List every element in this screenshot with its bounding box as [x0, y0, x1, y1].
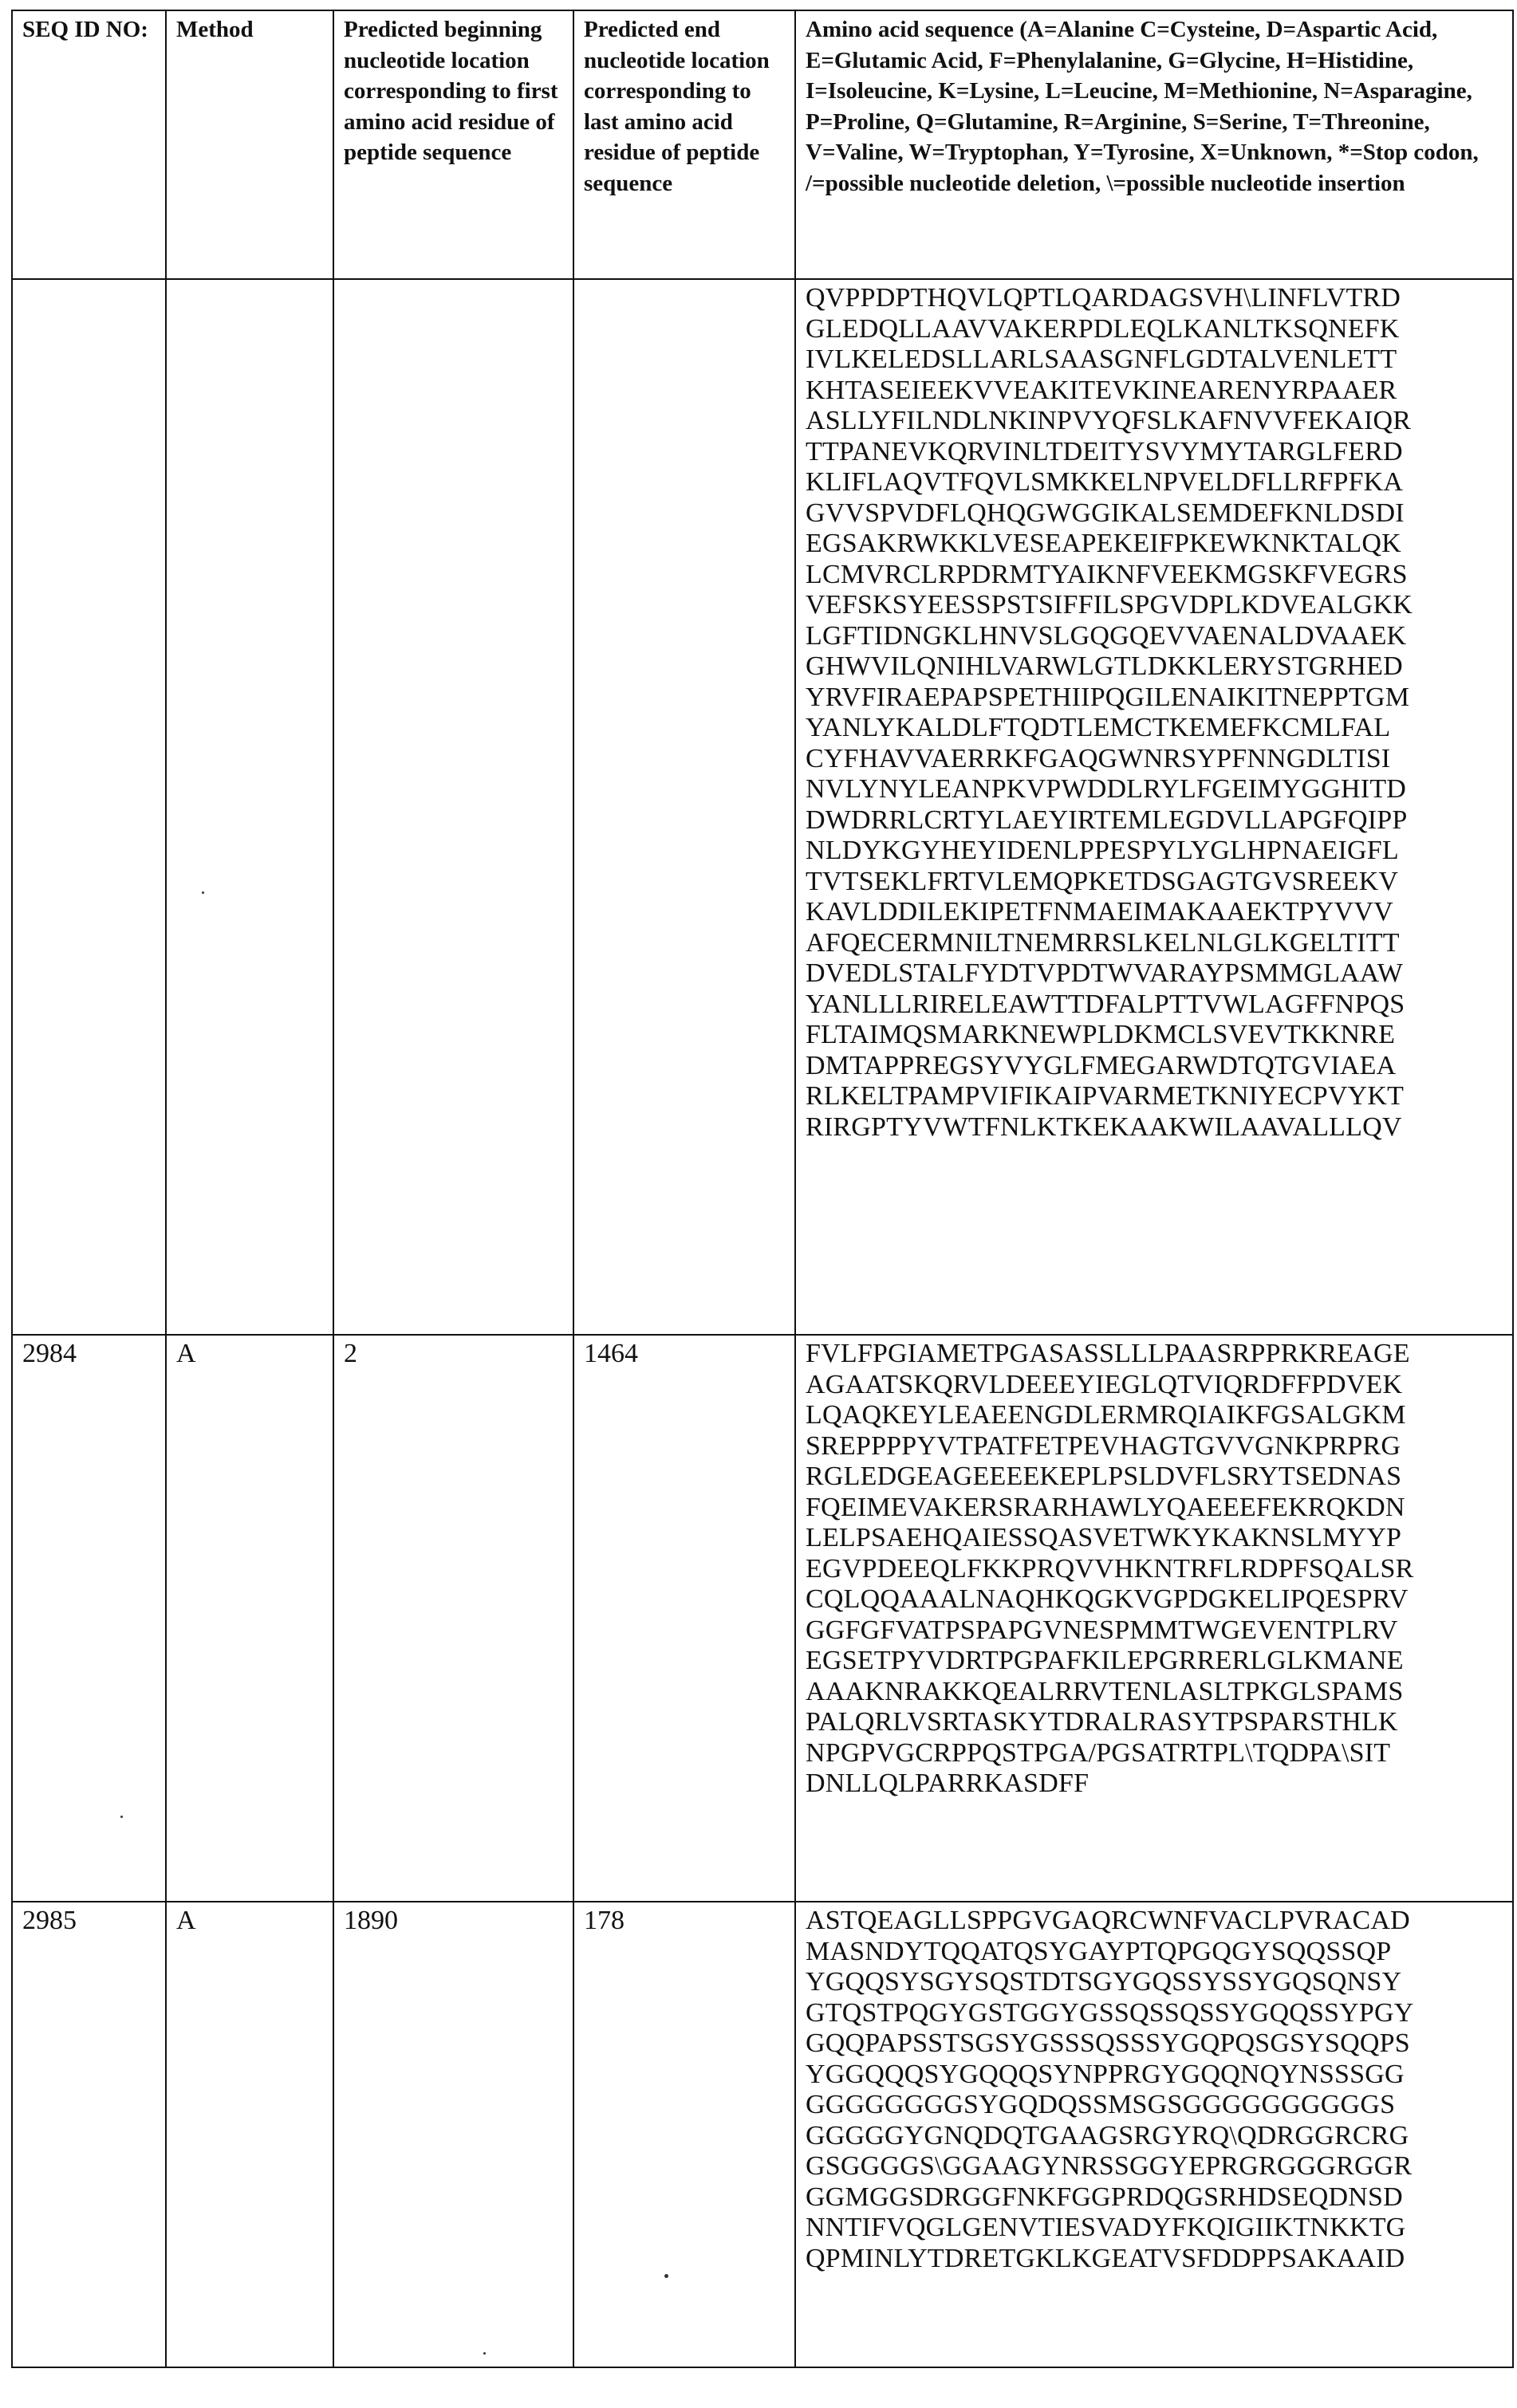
sequence-line: LQAQKEYLEAEENGDLERMRQIAIKFGSALGKM — [806, 1400, 1406, 1430]
sequence-line: GGGGGGGGSYGQDQSSMSGSGGGGGGGGGGS — [806, 2090, 1396, 2119]
scan-speck — [202, 891, 204, 894]
sequence-line: NLDYKGYHEYIDENLPPESPYLYGLHPNAEIGFL — [806, 836, 1399, 865]
cell-end: 178 — [573, 1902, 795, 2367]
cell-sequence — [795, 1902, 1513, 2367]
table-row-continuation — [12, 279, 1513, 1335]
sequence-line: DVEDLSTALFYDTVPDTWVARAYPSMMGLAAW — [806, 958, 1404, 988]
sequence-line: YANLYKALDLFTQDTLEMCTKEMEFKCMLFAL — [806, 713, 1391, 742]
cell-end — [573, 279, 795, 1335]
sequence-line: AGAATSKQRVLDEEEYIEGLQTVIQRDFFPDVEK — [806, 1369, 1403, 1399]
sequence-line: GVVSPVDFLQHQGWGGIKALSEMDEFKNLDSDI — [806, 498, 1405, 528]
sequence-line: LELPSAEHQAIESSQASVETWKYKAKNSLMYYP — [806, 1523, 1402, 1552]
sequence-line: QPMINLYTDRETGKLKGEATVSFDDPPSAKAAID — [806, 2243, 1405, 2273]
sequence-table — [11, 10, 1514, 2368]
header-end-location: Predicted end nucleotide location corresponding to last amino acid residue of peptide sequence — [573, 10, 795, 279]
cell-method — [166, 279, 333, 1335]
table-row-2984 — [12, 1335, 1513, 1902]
cell-sequence — [795, 1335, 1513, 1902]
sequence-line: NPGPVGCRPPQSTPGA/PGSATRTPL\TQDPA\SIT — [806, 1737, 1391, 1768]
sequence-line: KAVLDDILEKIPETFNMAEIMAKAAEKTPYVVV — [806, 897, 1393, 927]
cell-method: A — [166, 1335, 333, 1902]
cell-end: 1464 — [573, 1335, 795, 1902]
sequence-line: TVTSEKLFRTVLEMQPKETDSGAGTGVSREEKV — [806, 866, 1399, 896]
sequence-line: CQLQQAAALNAQHKQGKVGPDGKELIPQESPRV — [806, 1584, 1409, 1614]
sequence-line: FLTAIMQSMARKNEWPLDKMCLSVEVTKKNRE — [806, 1020, 1396, 1049]
header-method: Method — [166, 10, 333, 279]
cell-begin — [333, 279, 573, 1335]
sequence-line: NNTIFVQGLGENVTIESVADYFKQIGIIKTNKKTG — [806, 2213, 1406, 2242]
cell-sequence — [795, 279, 1513, 1335]
sequence-line: QVPPDPTHQVLQPTLQARDAGSVH\LINFLVTRD — [806, 283, 1401, 313]
sequence-line: YGQQSYSGYSQSTDTSGYGQSSYSSYGQSQNSY — [806, 1967, 1402, 1997]
scan-speck — [483, 2352, 486, 2355]
sequence-line: GHWVILQNIHLVARWLGTLDKKLERYSTGRHED — [806, 651, 1403, 681]
sequence-line: CYFHAVVAERRKFGAQGWNRSYPFNNGDLTISI — [806, 743, 1391, 773]
sequence-line: RLKELTPAMPVIFIKAIPVARMETKNIYECPVYKT — [806, 1081, 1405, 1111]
cell-seq-id: 2984 — [12, 1335, 166, 1902]
sequence-line: DMTAPPREGSYVYGLFMEGARWDTQTGVIAEA — [806, 1050, 1397, 1080]
sequence-line: ASTQEAGLLSPPGVGAQRCWNFVACLPVRACAD — [806, 1906, 1410, 1935]
header-seq-id: SEQ ID NO: — [12, 10, 166, 279]
sequence-line: NVLYNYLEANPKVPWDDLRYLFGEIMYGGHITD — [806, 774, 1407, 804]
sequence-line: SREPPPPYVTPATFETPEVHAGTGVVGNKPRPRG — [806, 1430, 1401, 1461]
table-row-2985 — [12, 1902, 1513, 2367]
sequence-line: PALQRLVSRTASKYTDRALRASYTPSPARSTHLK — [806, 1707, 1398, 1737]
sequence-line: RGLEDGEAGEEEEKEPLPSLDVFLSRYTSEDNAS — [806, 1462, 1402, 1491]
scan-speck — [120, 1816, 123, 1818]
sequence-line: ASLLYFILNDLNKINPVYQFSLKAFNVVFEKAIQR — [806, 406, 1412, 435]
sequence-line: TTPANEVKQRVINLTDEITYSVYMYTARGLFERD — [806, 436, 1403, 466]
cell-seq-id: 2985 — [12, 1902, 166, 2367]
sequence-line: EGSETPYVDRTPGPAFKILEPGRRERLGLKMANE — [806, 1646, 1404, 1675]
sequence-line: FQEIMEVAKERSRARHAWLYQAEEEFEKRQKDN — [806, 1492, 1405, 1522]
sequence-line: DNLLQLPARRKASDFF — [806, 1769, 1089, 1798]
sequence-line: EGSAKRWKKLVESEAPEKEIFPKEWKNKTALQK — [806, 529, 1401, 558]
header-begin-location: Predicted beginning nucleotide location corresponding to first amino acid residue of peptide sequence — [333, 10, 573, 279]
cell-seq-id — [12, 279, 166, 1335]
cell-begin: 1890 — [333, 1902, 573, 2367]
sequence-line: YANLLLRIRELEAWTTDFALPTTVWLAGFFNPQS — [806, 989, 1405, 1019]
sequence-line: LCMVRCLRPDRMTYAIKNFVEEKMGSKFVEGRS — [806, 559, 1408, 589]
sequence-line: GQQPAPSSTSGSYGSSSQSSSYGQPQSGSYSQQPS — [806, 2028, 1410, 2058]
sequence-line: GLEDQLLAAVVAKERPDLEQLKANLTKSQNEFK — [806, 313, 1400, 344]
sequence-line: DWDRRLCRTYLAEYIRTEMLEGDVLLAPGFQIPP — [806, 805, 1408, 835]
sequence-line: GTQSTPQGYGSTGGYGSSQSSQSSYGQQSSYPGY — [806, 1997, 1414, 2028]
sequence-line: AFQECERMNILTNEMRRSLKELNLGLKGELTITT — [806, 927, 1400, 958]
sequence-line: KHTASEIEEKVVEAKITEVKINEARENYRPAAER — [806, 375, 1397, 405]
sequence-line: YGGQQQSYGQQQSYNPPRGYGQQNQYNSSSGG — [806, 2059, 1405, 2089]
sequence-line: RIRGPTYVWTFNLKTKEKAAKWILAAVALLLQV — [806, 1112, 1402, 1142]
sequence-line: AAAKNRAKKQEALRRVTENLASLTPKGLSPAMS — [806, 1676, 1404, 1706]
sequence-line: KLIFLAQVTFQVLSMKKELNPVELDFLLRFPFKA — [806, 467, 1404, 497]
sequence-line: MASNDYTQQATQSYGAYPTQPGQGYSQQSSQP — [806, 1936, 1392, 1966]
sequence-line: GGFGFVATPSPAPGVNESPMMTWGEVENTPLRV — [806, 1615, 1398, 1645]
header-amino-acid-sequence: Amino acid sequence (A=Alanine C=Cysteine, D=Aspartic Acid, E=Glutamic Acid, F=Phenylalanine, G=Glycine, H=Histidine, I=Isoleucine, K=Lysine, L=Leucine, M=Methionine, N=Asparagine, P=Proline, Q=Glutamine, R=Arginine, S=Serine, T=Threonine, V=Valine, W=Tryptophan, Y=Tyrosine, X=Unknown, *=Stop codon, /=possible nucleotide deletion, \=possible nucleotide insertion — [795, 10, 1513, 279]
cell-method: A — [166, 1902, 333, 2367]
sequence-line: GGMGGSDRGGFNKFGGPRDQGSRHDSEQDNSD — [806, 2182, 1403, 2212]
sequence-line: YRVFIRAEPAPSPETHIIPQGILENAIKITNEPPTGM — [806, 682, 1410, 712]
sequence-line: LGFTIDNGKLHNVSLGQGQEVVAENALDVAAEK — [806, 620, 1407, 651]
sequence-line: GGGGGYGNQDQTGAAGSRGYRQ\QDRGGRCRG — [806, 2120, 1409, 2150]
sequence-line: IVLKELEDSLLARLSAASGNFLGDTALVENLETT — [806, 344, 1397, 374]
sequence-line: GSGGGGS\GGAAGYNRSSGGYEPRGRGGGRGGR — [806, 2151, 1413, 2181]
sequence-line: FVLFPGIAMETPGASASSLLLPAASRPPRKREAGE — [806, 1339, 1410, 1368]
sequence-line: EGVPDEEQLFKKPRQVVHKNTRFLRDPFSQALSR — [806, 1553, 1414, 1584]
scan-speck — [664, 2274, 668, 2278]
table-header-row — [12, 10, 1513, 279]
cell-begin: 2 — [333, 1335, 573, 1902]
sequence-line: VEFSKSYEESSPSTSIFFILSPGVDPLKDVEALGKK — [806, 590, 1413, 620]
